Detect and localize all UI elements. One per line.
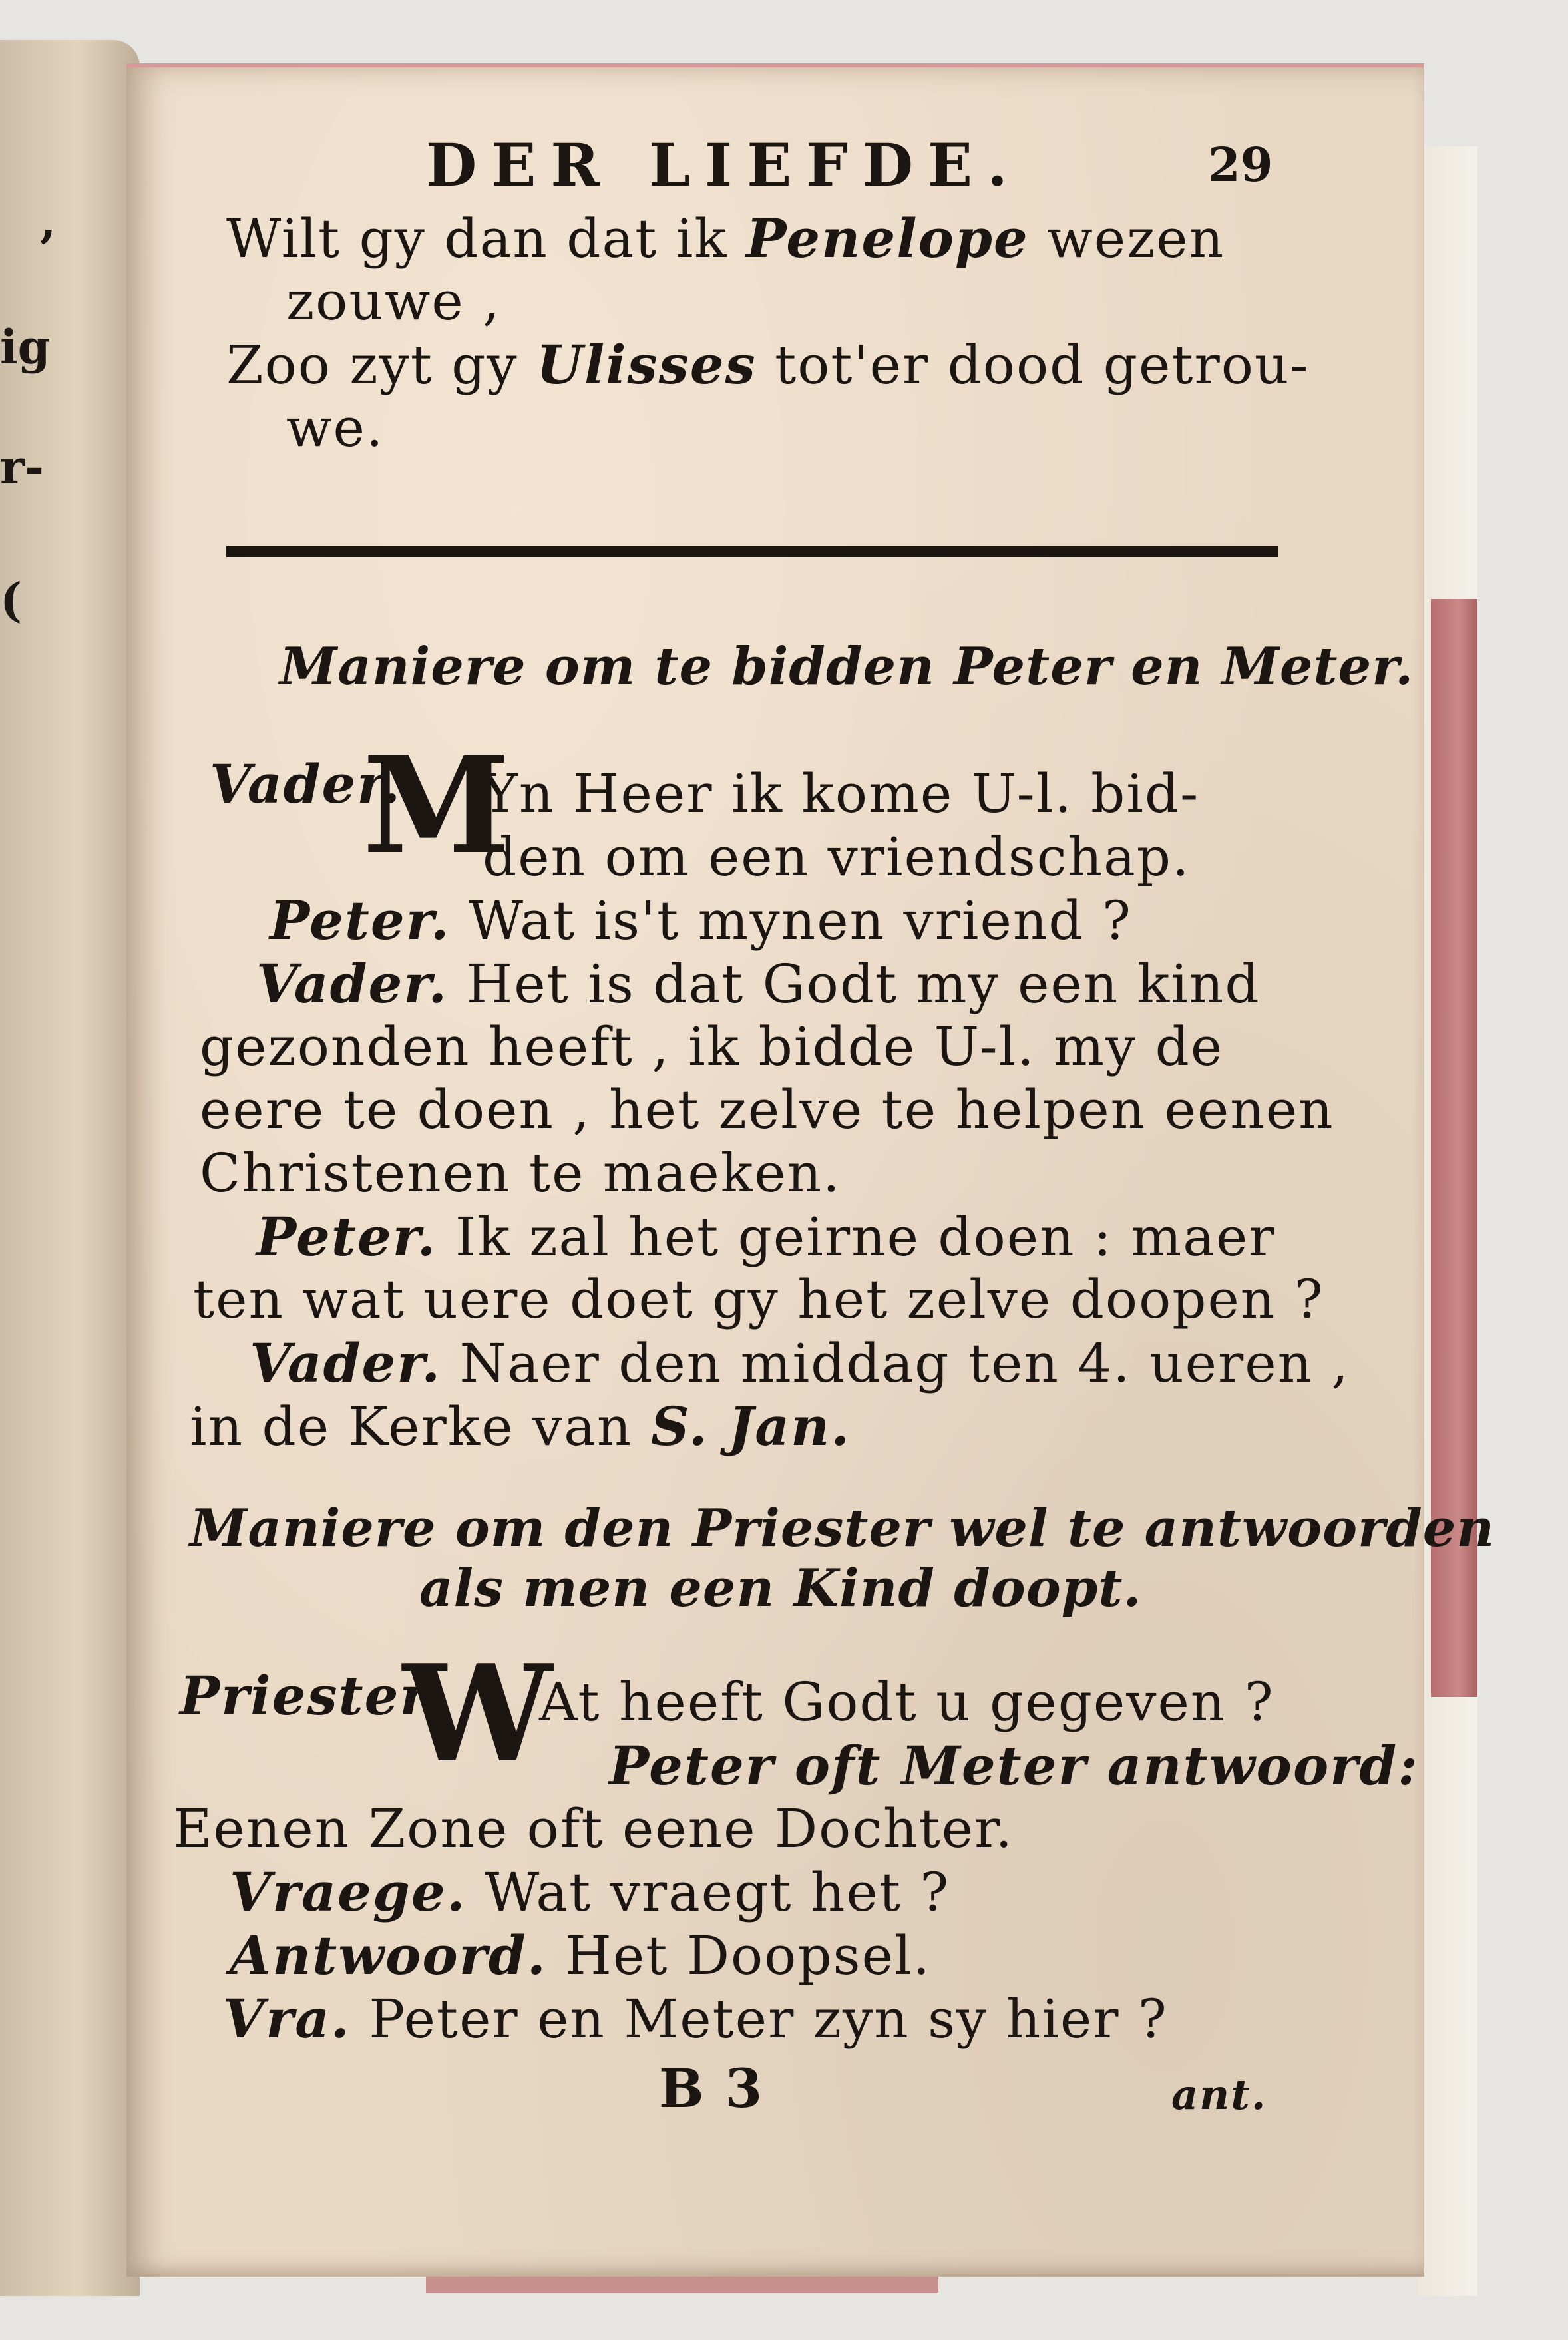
section-heading: Maniere om te bidden Peter en Meter. [280, 636, 1414, 697]
section-heading: Maniere om den Priester wel te antwoorden [190, 1498, 1495, 1559]
poem-line: Zoo zyt gy Ulisses tot'er dood getrou- [226, 333, 1310, 396]
speaker-label: Vader. [210, 753, 402, 815]
poem-line: we. [286, 397, 385, 459]
signature-mark: B 3 [659, 2057, 764, 2120]
text-line: Antwoord. Het Doopsel. [230, 1924, 931, 1987]
text-line: Eenen Zone oft eene Dochter. [173, 1798, 1014, 1859]
text-line: Peter oft Meter antwoord: [609, 1734, 1419, 1797]
book-page [126, 63, 1495, 2277]
facing-page-edge [0, 40, 140, 2296]
text-line: in de Kerke van S. Jan. [190, 1395, 851, 1458]
text-line: Peter. Ik zal het geirne doen : maer [256, 1205, 1276, 1268]
facing-page-fragment: , [40, 193, 57, 248]
text-line: ten wat uere doet gy het zelve doopen ? [193, 1268, 1324, 1330]
catchword: ant. [1171, 2070, 1267, 2119]
poem-line: Wilt gy dan dat ik Penelope wezen [226, 207, 1225, 270]
section-rule [226, 546, 1278, 557]
text-line: eere te doen , het zelve te helpen eenen [200, 1079, 1334, 1141]
text-line: Vader. Het is dat Godt my een kind [256, 952, 1261, 1015]
drop-cap: M [363, 727, 510, 884]
text-line: Peter. Wat is't mynen vriend ? [270, 889, 1132, 952]
text-line: At heeft Godt u gegeven ? [539, 1671, 1274, 1733]
poem-line: zouwe , [286, 270, 501, 332]
drop-cap: W [403, 1636, 552, 1792]
text-line: gezonden heeft , ik bidde U-l. my de [200, 1016, 1224, 1077]
speaker-label: Priester. [180, 1664, 445, 1727]
facing-page-fragment: r- [0, 439, 44, 494]
running-head: DER LIEFDE. [426, 130, 1022, 200]
page-number: 29 [1208, 137, 1273, 192]
text-line: Yn Heer ik kome U-l. bid- [483, 763, 1200, 825]
text-line: Vra. Peter en Meter zyn sy hier ? [223, 1987, 1168, 2050]
text-line: Vraege. Wat vraegt het ? [230, 1861, 950, 1923]
facing-page-fragment: ( [0, 572, 23, 628]
facing-page-fragment: ig [0, 319, 51, 375]
text-line: den om een vriendschap. [483, 826, 1191, 888]
text-line: Vader. Naer den middag ten 4. ueren , [250, 1332, 1350, 1394]
text-line: Christenen te maeken. [200, 1142, 841, 1204]
section-heading: als men een Kind doopt. [419, 1558, 1142, 1619]
